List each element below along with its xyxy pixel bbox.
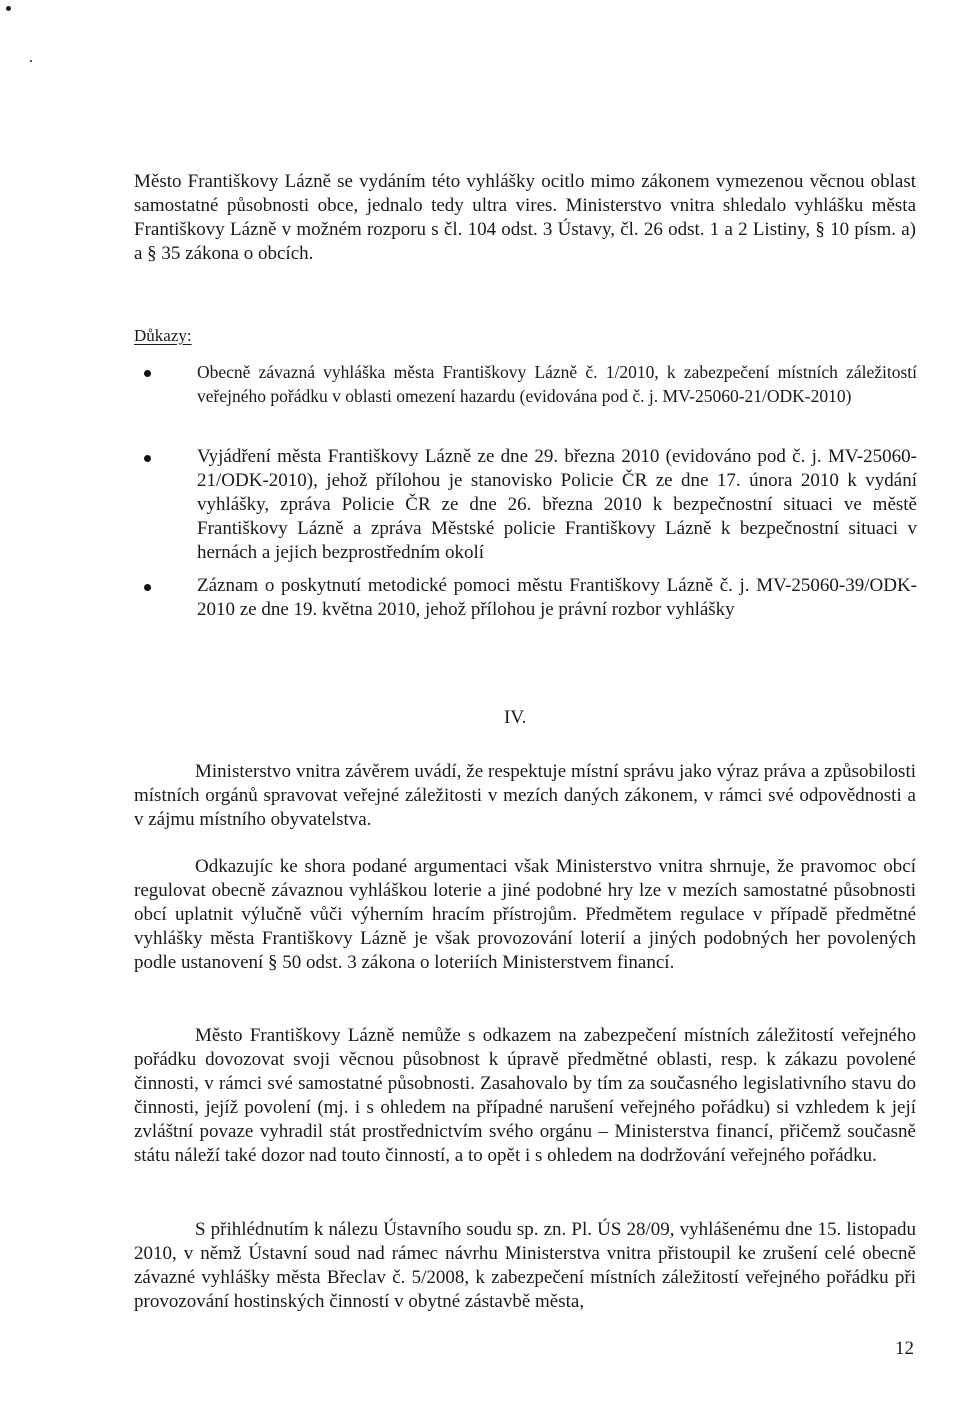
bullet-dot xyxy=(144,584,151,591)
evidence-item-3: Záznam o poskytnutí metodické pomoci městu Františkovy Lázně č. j. MV-25060-39/ODK-2010 ze dne 19. května 2010, jehož přílohou je právní rozbor vyhlášky xyxy=(197,575,917,620)
paragraph-iv-2: Odkazujíc ke shora podané argumentaci však Ministerstvo vnitra shrnuje, že pravomoc obcí regulovat obecně závaznou vyhláškou loterie a jiné podobné hry lze v mezích samostatné působnosti obcí uplatnit výlučně vůči výherním hracím přístrojům. Předmětem regulace v případě předmětné vyhlášky města Františkovy Lázně je však provozování loterií a jiných podobných her povolených podle ustanovení § 50 odst. 3 zákona o loteriích Ministerstvem financí. xyxy=(134,856,916,973)
paragraph-iv-3: Město Františkovy Lázně nemůže s odkazem na zabezpečení místních záležitostí veřejného pořádku dovozovat svoji věcnou působnost k úpravě předmětné oblasti, resp. k zákazu povolené činnosti, v rámci své samostatné působnosti. Zasahovalo by tím za současného legislativního stavu do činnosti, jejíž povolení (mj. i s ohledem na případné narušení veřejného pořádku) si vzhledem k její zvláštní povaze vyhradil stát prostřednictvím svého orgánu – Ministerstva financí, přičemž současně státu náleží také dozor nad touto činností, a to opět i s ohledem na dodržování veřejného pořádku. xyxy=(134,1025,916,1166)
evidence-item-1: Obecně závazná vyhláška města Františkovy Lázně č. 1/2010, k zabezpečení místních záležitostí veřejného pořádku v oblasti omezení hazardu (evidována pod č. j. MV-25060-21/ODK-2010) xyxy=(197,362,917,406)
bullet-dot xyxy=(144,370,151,377)
bullet-dot xyxy=(144,455,151,462)
intro-paragraph: Město Františkovy Lázně se vydáním této vyhlášky ocitlo mimo zákonem vymezenou věcnou oblast samostatné působnosti obce, jednalo tedy ultra vires. Ministerstvo vnitra shledalo vyhlášku města Františkovy Lázně v možném rozporu s čl. 104 odst. 3 Ústavy, čl. 26 odst. 1 a 2 Listiny, § 10 písm. a) a § 35 zákona o obcích. xyxy=(134,171,916,264)
paragraph-iv-4: S přihlédnutím k nálezu Ústavního soudu sp. zn. Pl. ÚS 28/09, vyhlášenému dne 15. listopadu 2010, v němž Ústavní soud nad rámec návrhu Ministerstva vnitra přistoupil ke zrušení celé obecně závazné vyhlášky města Břeclav č. 5/2008, k zabezpečení místních záležitostí veřejného pořádku při provozování hostinských činností v obytné zástavbě města, xyxy=(134,1219,916,1312)
section-number: IV. xyxy=(504,707,527,728)
evidence-item-2: Vyjádření města Františkovy Lázně ze dne 29. března 2010 (evidováno pod č. j. MV-25060-21/ODK-2010), jehož přílohou je stanovisko Policie ČR ze dne 17. února 2010 k vydání vyhlášky, zpráva Policie ČR ze dne 26. března 2010 k bezpečnostní situaci ve městě Františkovy Lázně a zpráva Městské policie Františkovy Lázně k bezpečnostní situaci v hernách a jejich bezprostředním okolí xyxy=(197,446,917,563)
scan-speck xyxy=(30,60,32,62)
evidence-heading: Důkazy: xyxy=(134,326,192,345)
paragraph-iv-1: Ministerstvo vnitra závěrem uvádí, že respektuje místní správu jako výraz práva a způsobilosti místních orgánů spravovat veřejné záležitosti v mezích daných zákonem, v rámci své odpovědnosti a v zájmu místního obyvatelstva. xyxy=(134,761,916,830)
page-number: 12 xyxy=(895,1338,914,1359)
scan-speck xyxy=(6,6,11,11)
